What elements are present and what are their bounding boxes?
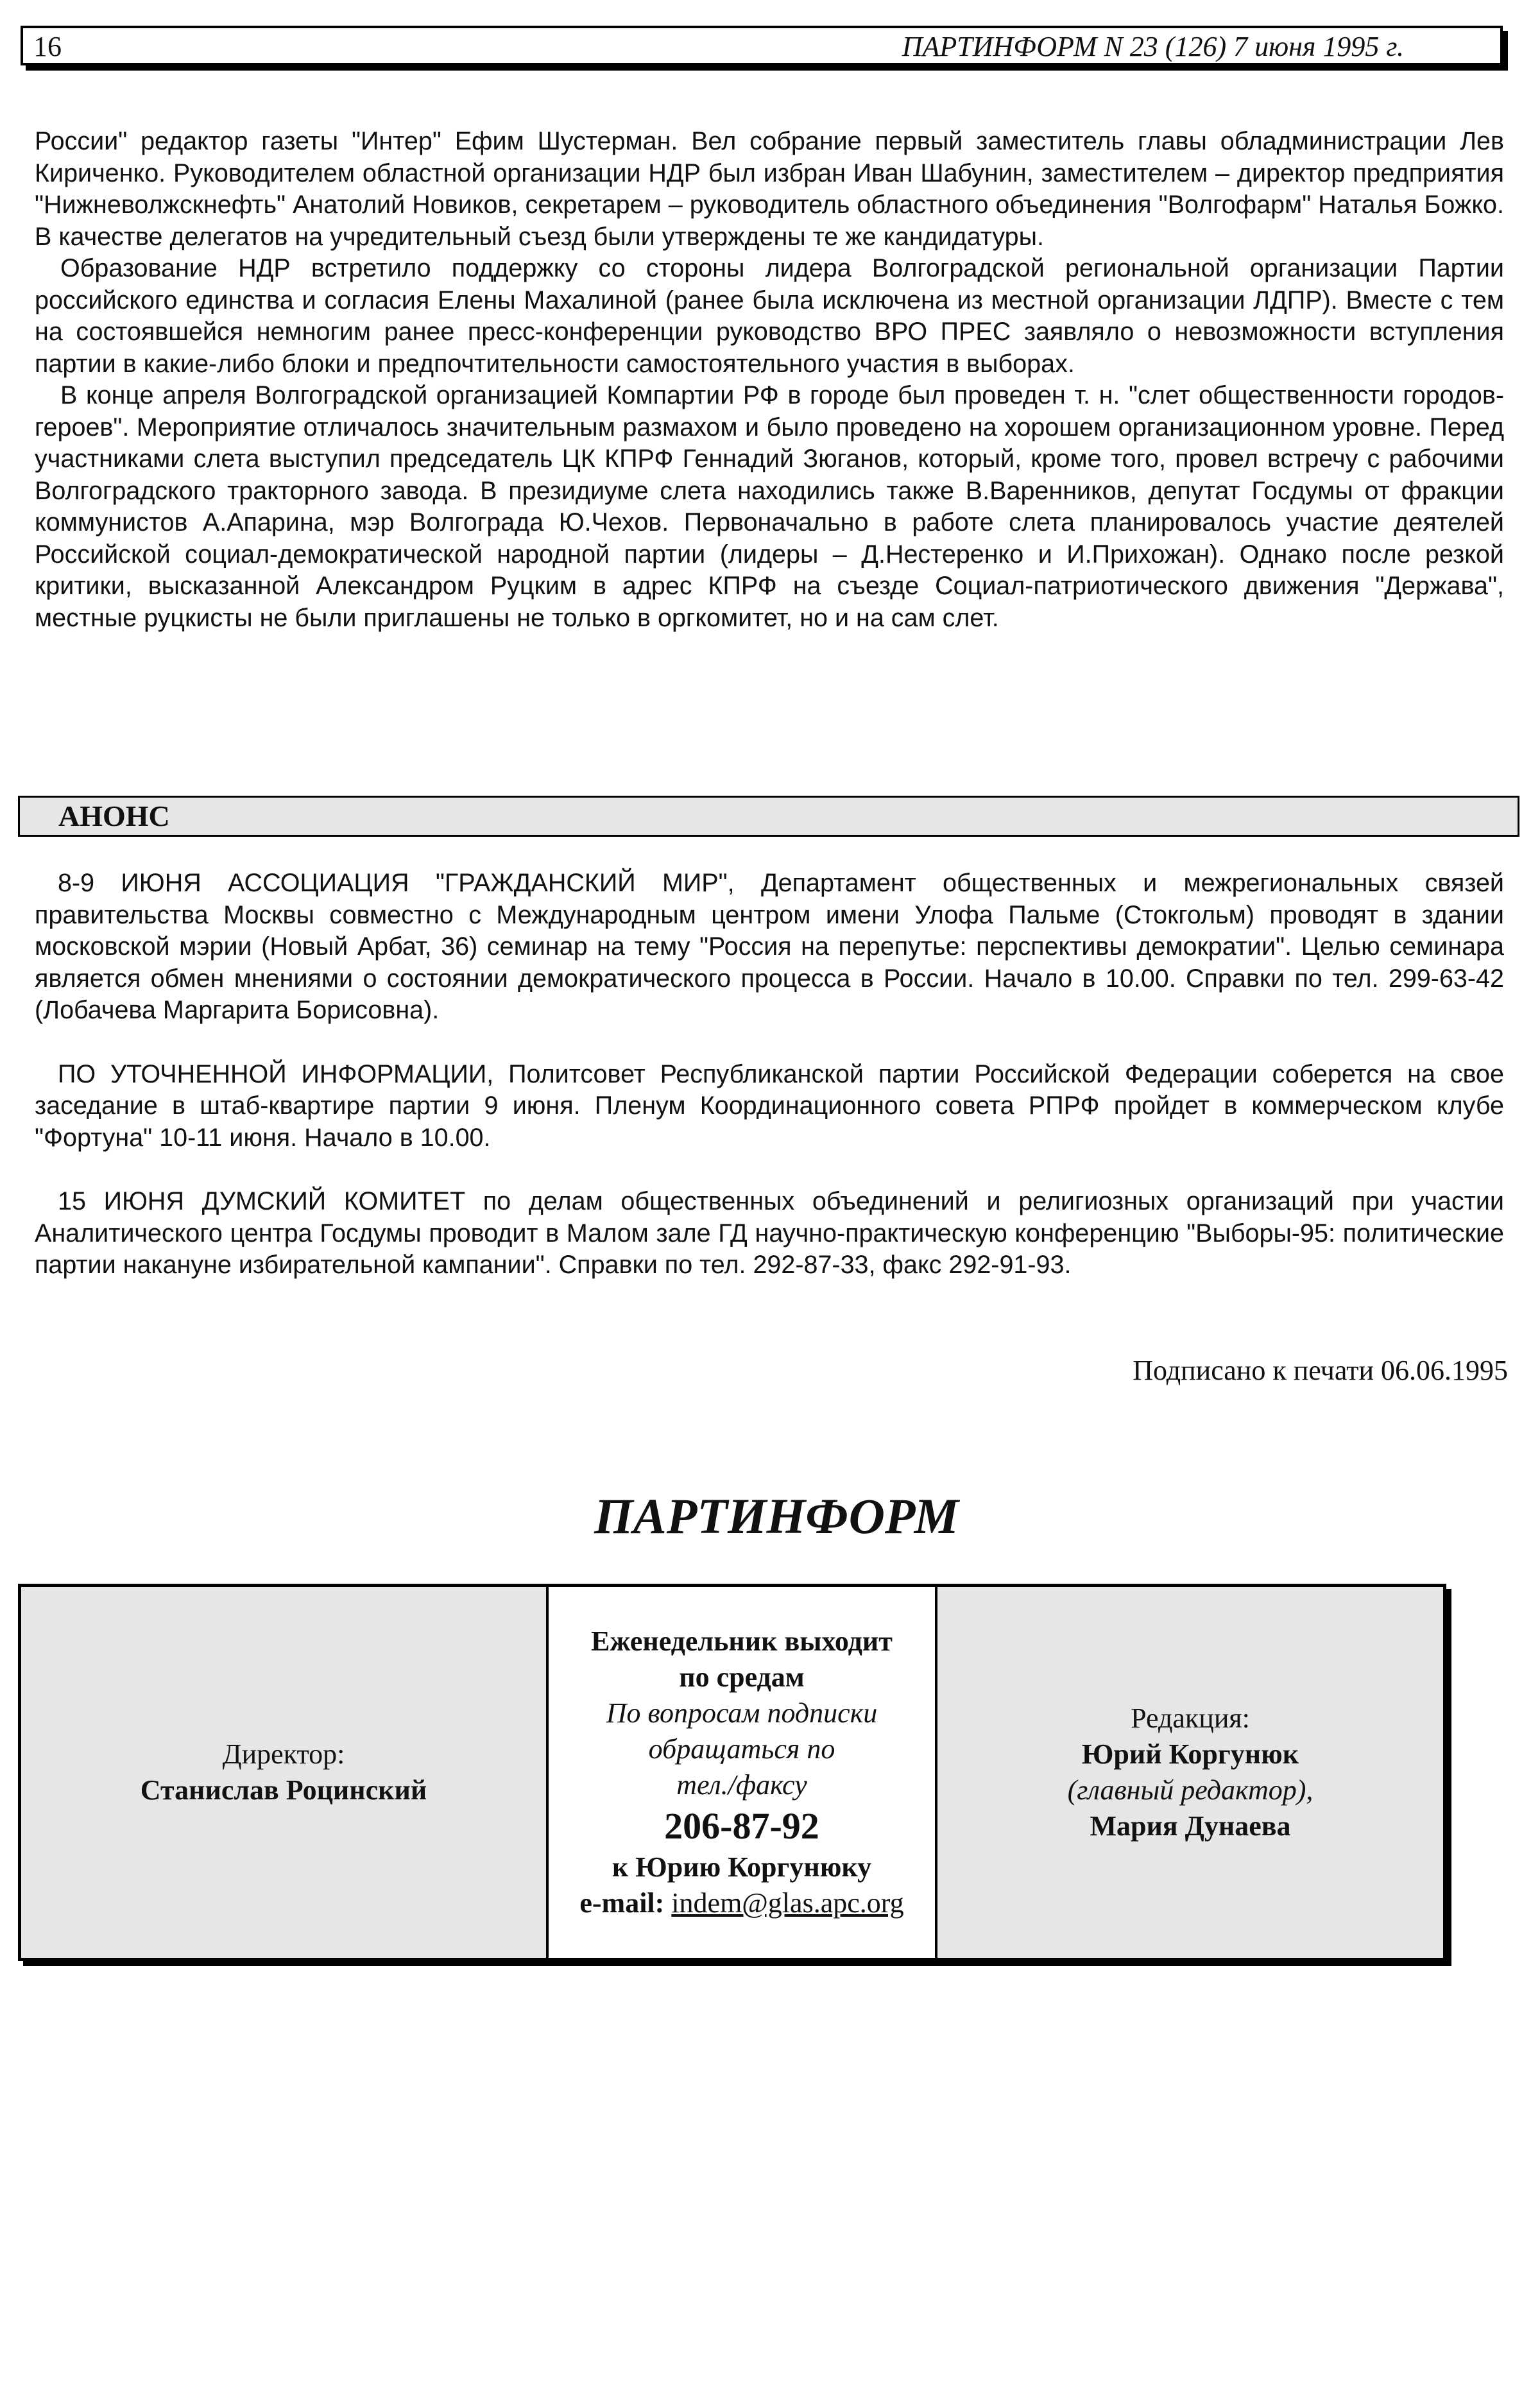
contact-person: к Юрию Коргунюку bbox=[612, 1851, 872, 1883]
page-number: 16 bbox=[33, 31, 62, 62]
article-paragraph: Образование НДР встретило поддержку со стороны лидера Волгоградской региональной организации Партии российского единства и согласия Елены Махалиной (ранее была исключена из местной организации ЛДПР). Вместе с тем на состоявшейся немногим ранее пресс-конференции руководство ВРО ПРЕС заявляло о невозможности вступления партии в какие-либо блоки и предпочтительности самостоятельного участия в выборах. bbox=[35, 254, 1504, 378]
anons-item: 15 ИЮНЯ ДУМСКИЙ КОМИТЕТ по делам общественных объединений и религиозных организаций при участии Аналитического центра Госдумы проводит в Малом зале ГД научно-практическую конференцию "Выборы-95: политические партии накануне избирательной кампании". Справки по тел. 292-87-33, факс 292-91-93. bbox=[35, 1187, 1504, 1279]
subscribe-line: обращаться по bbox=[648, 1733, 835, 1765]
anons-list bbox=[35, 868, 1504, 1314]
email-link[interactable]: indem@glas.apc.org bbox=[671, 1887, 904, 1919]
anons-item: 8-9 ИЮНЯ АССОЦИАЦИЯ "ГРАЖДАНСКИЙ МИР", Департамент общественных и межрегиональных связей правительства Москвы совместно с Международным центром имени Улофа Пальме (Стокгольм) проводят в здании московской мэрии (Новый Арбат, 36) семинар на тему "Россия на перепутье: перспективы демократии". Целью семинара является обмен мнениями о состоянии демократического процесса в России. Начало в 10.00. Справки по тел. 299-63-42 (Лобачева Маргарита Борисовна). bbox=[35, 869, 1504, 1024]
weekly-line: по средам bbox=[679, 1661, 805, 1693]
anons-item: ПО УТОЧНЕННОЙ ИНФОРМАЦИИ, Политсовет Республиканской партии Российской Федерации соберется на свое заседание в штаб-квартире партии 9 июня. Пленум Координационного совета РПРФ пройдет в коммерческом клубе "Фортуна" 10-11 июня. Начало в 10.00. bbox=[35, 1059, 1504, 1152]
info-table bbox=[18, 1584, 1446, 1961]
subscription-cell bbox=[549, 1587, 937, 1958]
article-text bbox=[35, 126, 1504, 634]
editor-name: Юрий Коргунюк bbox=[1081, 1738, 1299, 1770]
editor-role: (главный редактор), bbox=[1067, 1774, 1313, 1806]
editorial-cell bbox=[937, 1587, 1443, 1958]
page-header bbox=[21, 26, 1503, 65]
subscribe-line: По вопросам подписки bbox=[606, 1697, 878, 1729]
editorial-label: Редакция: bbox=[1131, 1702, 1250, 1734]
phone-number: 206-87-92 bbox=[664, 1805, 819, 1847]
director-cell bbox=[21, 1587, 549, 1958]
director-name: Станислав Роцинский bbox=[140, 1774, 427, 1806]
article-paragraph: России" редактор газеты "Интер" Ефим Шустерман. Вел собрание первый заместитель главы обладминистрации Лев Кириченко. Руководителем областной организации НДР был избран Иван Шабунин, заместителем – директор предприятия "Нижневолжскнефть" Анатолий Новиков, секретарем – руководитель областного объединения "Волгофарм" Наталья Божко. В качестве делегатов на учредительный съезд были утверждены те же кандидатуры. bbox=[35, 127, 1504, 251]
issue-line: ПАРТИНФОРМ N 23 (126) 7 июня 1995 г. bbox=[902, 31, 1404, 62]
subscribe-line: тел./факсу bbox=[676, 1769, 807, 1801]
weekly-line: Еженедельник выходит bbox=[591, 1625, 893, 1657]
email-line bbox=[579, 1885, 903, 1921]
anons-heading-bar bbox=[18, 796, 1519, 837]
masthead-title: ПАРТИНФОРМ bbox=[594, 1488, 959, 1544]
signed-to-print: Подписано к печати 06.06.1995 bbox=[1133, 1355, 1508, 1386]
email-label: e-mail: bbox=[579, 1887, 665, 1919]
article-paragraph: В конце апреля Волгоградской организацией Компартии РФ в городе был проведен т. н. "слет общественности городов-героев". Мероприятие отличалось значительным размахом и было проведено на хорошем организационном уровне. Перед участниками слета выступил председатель ЦК КПРФ Геннадий Зюганов, который, кроме того, провел встречу с рабочими Волгоградского тракторного завода. В президиуме слета находились также В.Варенников, депутат Госдумы от фракции коммунистов А.Апарина, мэр Волгограда Ю.Чехов. Первоначально в работе слета планировалось участие деятелей Российской социал-демократической народной партии (лидеры – Д.Нестеренко и И.Прихожан). Однако после резкой критики, высказанной Александром Руцким в адрес КПРФ на съезде Социал-патриотического движения "Держава", местные руцкисты не были приглашены не только в оргкомитет, но и на сам слет. bbox=[35, 381, 1504, 632]
anons-heading: АНОНС bbox=[58, 800, 170, 832]
director-label: Директор: bbox=[222, 1738, 345, 1770]
editor2-name: Мария Дунаева bbox=[1090, 1810, 1291, 1842]
